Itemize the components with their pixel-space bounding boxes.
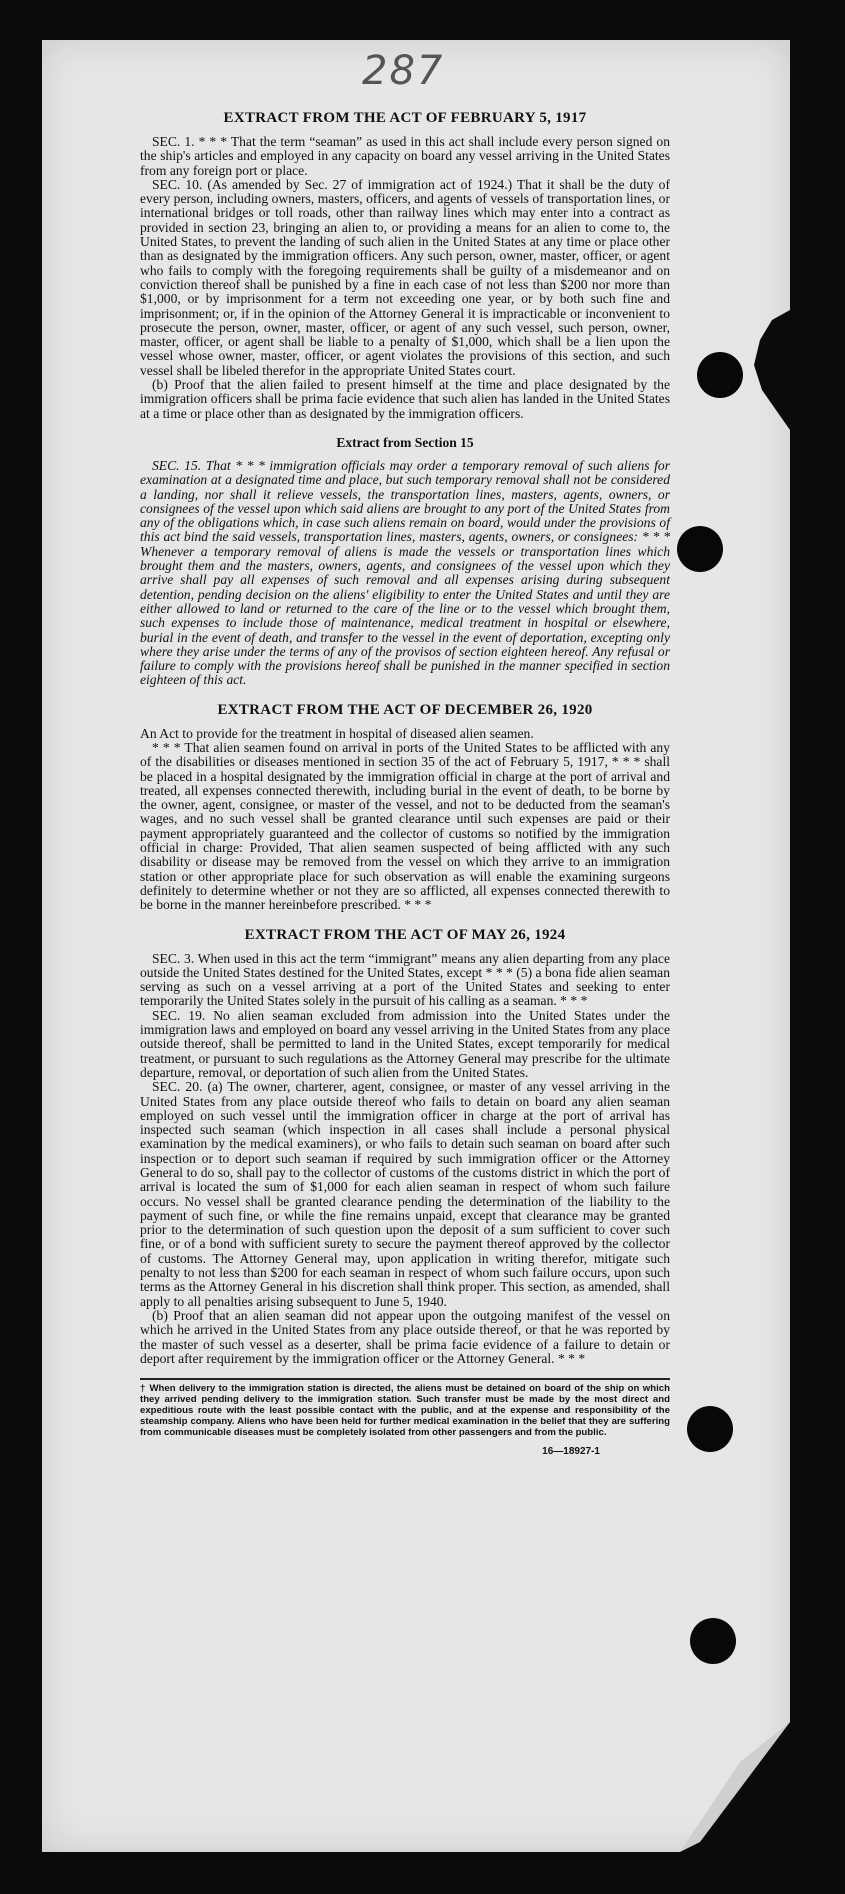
paragraph: (b) Proof that the alien failed to present himself at the time and place designated by the immigration officers shall be prima facie evidence that such alien has landed in the United States at a time or place other than as designated by the immigration officers. [140, 377, 670, 421]
paragraph: (b) Proof that an alien seaman did not appear upon the outgoing manifest of the vessel on which he arrived in the United States from any place outside thereof, or that he was reported by the master of such vessel as a deserter, shall be prima facie evidence of a failure to detain or deport after requirement by the immigration officer or the Attorney General. * * * [140, 1307, 670, 1366]
paragraph: SEC. 1. * * * That the term “seaman” as used in this act shall include every person signed on the ship's articles and employed in any capacity on board any vessel arriving in the United States from any foreign port or place. [140, 134, 670, 178]
section-heading: EXTRACT FROM THE ACT OF DECEMBER 26, 1920 [217, 701, 593, 718]
folded-corner [680, 1722, 790, 1852]
paragraph: SEC. 15. That * * * immigration officials may order a temporary removal of such aliens for examination at a designated time and place, but such temporary removal shall not be considered a landing, nor shall it relieve vessels, the transportation lines, masters, agents, owners, or consignees of the vessel upon which said aliens are brought to any port of the United States from any of the obligations which, in case such aliens remain on board, would under the provisions of this act bind the said vessels, transportation lines, masters, agents, owners, or consignees: * * * Whenever a temporary removal of aliens is made the vessels or transportation lines which brought them and the masters, owners, agents, and consignees of the vessel upon which they arrive shall pay all expenses of such removal and all expenses arising during subsequent detention, pending decision on the aliens' eligibility to enter the United States and until they are either allowed to land or returned to the care of the line or to the vessel which brought them, such expenses to include those of maintenance, medical treatment in hospital or elsewhere, burial in the event of death, and transfer to the vessel in the event of deportation, excepting only where they arise under the terms of any of the provisos of section eighteen hereof. Any refusal or failure to comply with the provisions hereof shall be punished in the manner specified in section eighteen of this act. [140, 457, 670, 688]
footnote: † When delivery to the immigration station is directed, the aliens must be detained on board of the ship on which they arrived pending delivery to the immigration station. Such transfer must be made by the most direct and expeditious route with the least possible contact with the public, and at the expense and responsibility of the steamship company. Aliens who have been held for further medical examination in the belief that they are suffering from communicable diseases must be completely isolated from other passengers and from the public. [140, 1383, 670, 1439]
punch-hole [687, 1406, 733, 1452]
section-act-may-1924 [140, 927, 670, 1367]
document-page [42, 40, 790, 1852]
paragraph: * * * That alien seamen found on arrival in ports of the United States to be afflicted with any of the disabilities or diseases mentioned in section 35 of the act of February 5, 1917, * * * shall be placed in a hospital designated by the immigration official in charge at the port of arrival and treated, all expenses connected therewith, including burial in the event of death, to be borne by the owner, agent, consignee, or master of the vessel, and not to be deducted from the seaman's wages, and no such vessel shall be granted clearance until such expenses are paid or their payment appropriately guaranteed and the collector of customs so notified by the immigration official in charge: Provided, That alien seamen suspected of being afflicted with any such disability or disease may be removed from the vessel on which they arrive to an immigration station or other appropriate place for such observation as will enable the examining surgeons definitely to determine whether or not they are so afflicted, all expenses connected therewith to be borne in the manner hereinbefore prescribed. * * * [140, 739, 670, 913]
section-heading: EXTRACT FROM THE ACT OF FEBRUARY 5, 1917 [223, 110, 587, 126]
handwritten-page-number: 287 [362, 48, 445, 94]
section-subheading: Extract from Section 15 [336, 434, 474, 450]
paragraph: SEC. 10. (As amended by Sec. 27 of immigration act of 1924.) That it shall be the duty of every person, including owners, masters, officers, and agents of vessels of transportation lines, or international bridges or toll roads, other than railway lines which may enter into a contract as provided in section 23, bringing an alien to, or providing a means for an alien to come to, the United States, to prevent the landing of such alien in the United States at any time or place other than as designated by the immigration officers. Any such person, owner, master, officer, or agent who fails to comply with the foregoing requirements shall be guilty of a misdemeanor and on conviction thereof shall be punished by a fine in each case of not less than $200 nor more than $1,000, or by imprisonment for a term not exceeding one year, or by both such fine and imprisonment; or, if in the opinion of the Attorney General it is impracticable or inconvenient to prosecute the person, owner, master, officer, or agent of any such vessel, such person, owner, master, officer, or agent shall be liable to a penalty of $1,000, which shall be a lien upon the vessel whose owner, master, officer, or agent violates the provisions of this section, and such vessel shall be libeled therefor in the appropriate United States court. [140, 176, 670, 378]
torn-edge [742, 310, 790, 430]
section-act-dec-1920 [140, 702, 670, 913]
punch-hole [677, 526, 723, 572]
section-act-feb-1917 [140, 110, 670, 421]
paragraph: SEC. 19. No alien seaman excluded from admission into the United States under the immigration laws and employed on board any vessel arriving in the United States from any place outside thereof, shall be permitted to land in the United States, except temporarily for medical treatment, or pursuant to such regulations as the Attorney General may prescribe for the ultimate departure, removal, or deportation of such alien from the United States. [140, 1007, 670, 1080]
paragraph: SEC. 20. (a) The owner, charterer, agent, consignee, or master of any vessel arriving in the United States from any place outside thereof who fails to detain on board any alien seaman employed on such vessel until the immigration officer in charge at the port of arrival has inspected such seaman (which inspection in all cases shall include a personal physical examination by the medical examiners), or who fails to detain such seaman on board after such inspection or to deport such seaman if required by such immigration officer or the Attorney General to do so, shall pay to the collector of customs of the customs district in which the port of arrival is located the sum of $1,000 for each alien seaman in respect of whom such failure occurs. No vessel shall be granted clearance pending the determination of the liability to the payment of such fine, or while the fine remains unpaid, except that clearance may be granted prior to the determination of such question upon the deposit of a sum sufficient to cover such fine, or of a bond with sufficient surety to secure the payment thereof approved by the collector of customs. The Attorney General may, upon application in writing therefor, mitigate such penalty to not less than $200 for each seaman in respect of whom such failure occurs, upon such terms as the Attorney General in his discretion shall think proper. This section, as amended, shall apply to all penalties arising subsequent to June 5, 1940. [140, 1079, 670, 1309]
document-body [140, 110, 670, 1457]
form-number: 16—18927-1 [542, 1446, 600, 1458]
paragraph: An Act to provide for the treatment in hospital of diseased alien seamen. [140, 725, 534, 741]
punch-hole [690, 1618, 736, 1664]
paragraph: SEC. 3. When used in this act the term “immigrant” means any alien departing from any place outside the United States destined for the United States, except * * * (5) a bona fide alien seaman serving as such on a vessel arriving at a port of the United States and seeking to enter temporarily the United States solely in the pursuit of his calling as a seaman. * * * [140, 950, 670, 1009]
section-extract-section-15 [140, 435, 670, 688]
footnote-divider [140, 1378, 670, 1438]
section-heading: EXTRACT FROM THE ACT OF MAY 26, 1924 [244, 926, 566, 943]
punch-hole [697, 352, 743, 398]
